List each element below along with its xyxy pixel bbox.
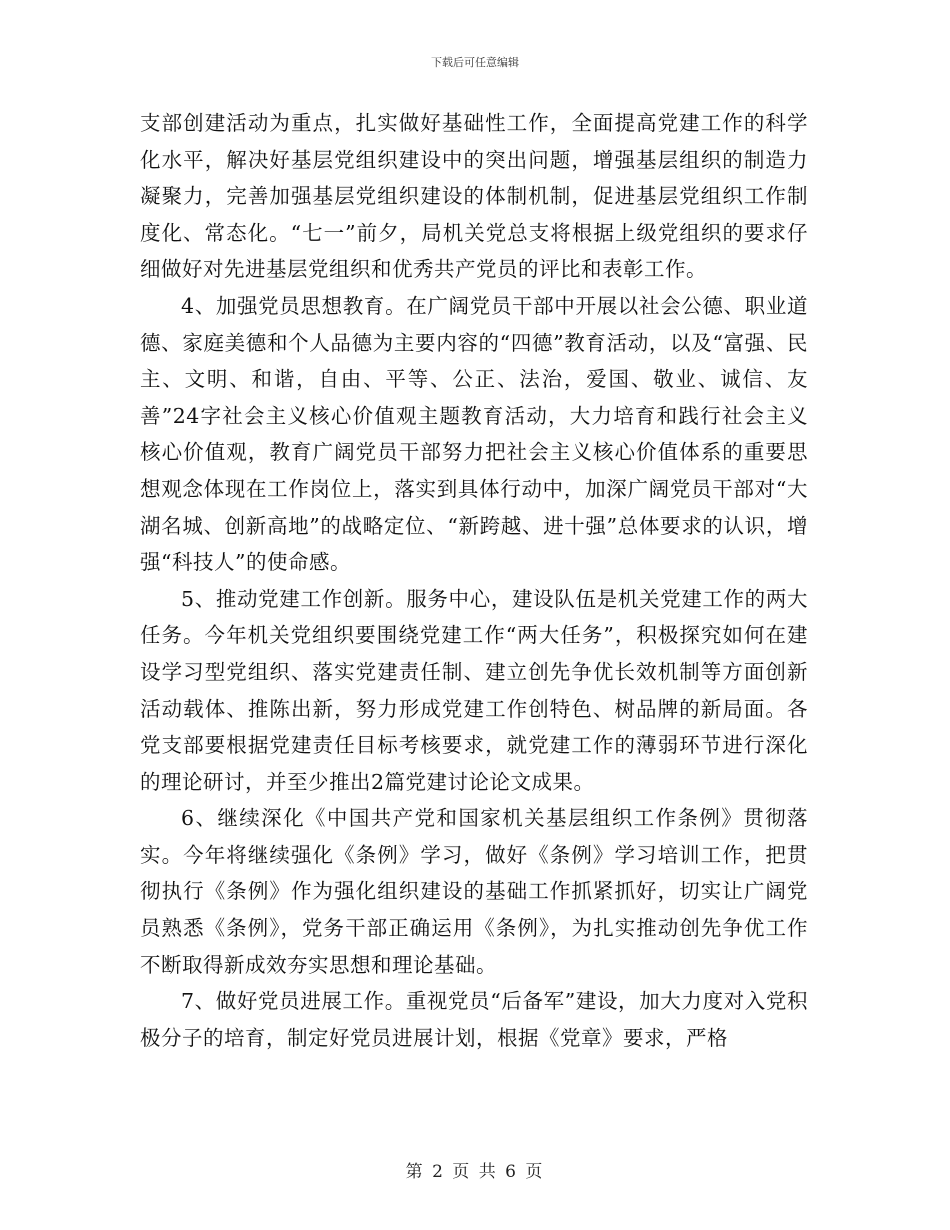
paragraph-2: 4、加强党员思想教育。在广阔党员干部中开展以社会公德、职业道德、家庭美德和个人品德为主要内容的“四德”教育活动，以及“富强、民主、文明、和谐，自由、平等、公正、法治，爱国、敬业、诚信、友善”24字社会主义核心价值观主题教育活动，大力培育和践行社会主义核心价值观，教育广阔党员干部努力把社会主义核心价值体系的重要思想观念体现在工作岗位上，落实到具体行动中，加深广阔党员干部对“大湖名城、创新高地”的战略定位、“新跨越、进十强”总体要求的认识，增强“科技人”的使命感。 (140, 293, 808, 575)
paragraph-3: 5、推动党建工作创新。服务中心，建设队伍是机关党建工作的两大任务。今年机关党组织要围绕党建工作“两大任务”，积极探究如何在建设学习型党组织、落实党建责任制、建立创先争优长效机制等方面创新活动载体、推陈出新，努力形成党建工作创特色、树品牌的新局面。各党支部要根据党建责任目标考核要求，就党建工作的薄弱环节进行深化的理论研讨，并至少推出2篇党建讨论论文成果。 (140, 586, 808, 794)
page-number: 第 2 页 共 6 页 (405, 1162, 545, 1182)
document-body (140, 105, 808, 1056)
paragraph-4: 6、继续深化《中国共产党和国家机关基层组织工作条例》贯彻落实。今年将继续强化《条例》学习，做好《条例》学习培训工作，把贯彻执行《条例》作为强化组织建设的基础工作抓紧抓好，切实让广阔党员熟悉《条例》，党务干部正确运用《条例》，为扎实推动创先争优工作不断取得新成效夯实思想和理论基础。 (140, 806, 808, 977)
header-note: 下载后可任意编辑 (431, 56, 519, 69)
paragraph-1: 支部创建活动为重点，扎实做好基础性工作，全面提高党建工作的科学化水平，解决好基层党组织建设中的突出问题，增强基层组织的制造力凝聚力，完善加强基层党组织建设的体制机制，促进基层党组织工作制度化、常态化。“七一”前夕，局机关党总支将根据上级党组织的要求仔细做好对先进基层党组织和优秀共产党员的评比和表彰工作。 (140, 111, 808, 282)
paragraph-5: 7、做好党员进展工作。重视党员“后备军”建设，加大力度对入党积极分子的培育，制定好党员进展计划，根据《党章》要求，严格 (140, 989, 808, 1050)
